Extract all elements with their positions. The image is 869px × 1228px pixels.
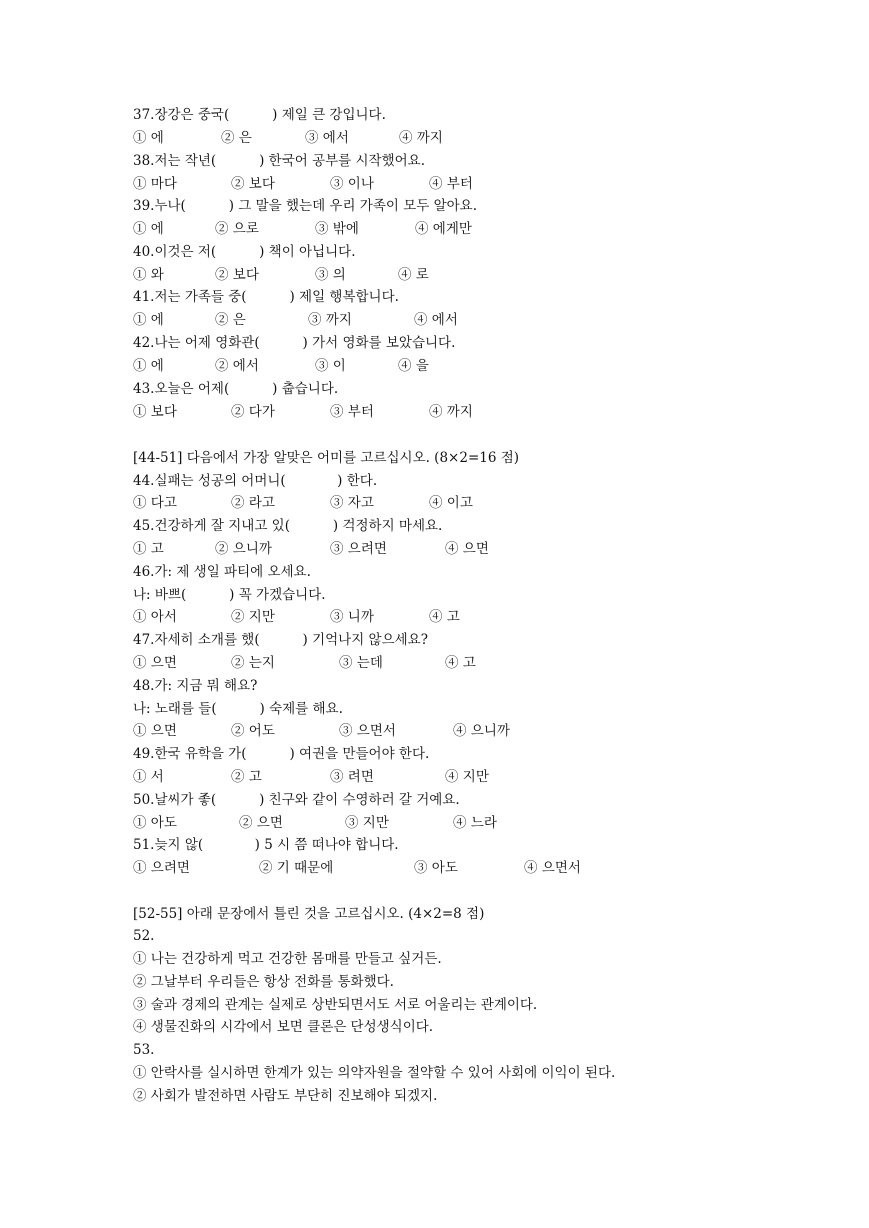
option-4: ④ 부터	[429, 176, 473, 192]
option-2: ② 보다	[215, 267, 259, 283]
option-3: ③ 까지	[308, 312, 352, 328]
option-1: ① 에	[133, 221, 164, 237]
option-3: ③ 이	[315, 358, 346, 374]
option-2: ② 은	[215, 312, 246, 328]
question-52: 52.	[133, 928, 155, 944]
options-51	[133, 859, 833, 877]
option-3: ③ 밖에	[315, 221, 359, 237]
option-1: ① 아서	[133, 609, 177, 625]
option-2: ② 은	[221, 130, 252, 146]
options-48	[133, 722, 833, 740]
question-39: 39.누나( ) 그 말을 했는데 우리 가족이 모두 알아요.	[133, 198, 477, 214]
question-51: 51.늦지 않( ) 5 시 쯤 떠나야 합니다.	[133, 837, 399, 853]
options-47	[133, 654, 833, 672]
option-53-2: ② 사회가 발전하면 사람도 부단히 진보해야 되겠지.	[133, 1088, 438, 1104]
option-4: ④ 고	[445, 655, 476, 671]
option-3: ③ 아도	[414, 860, 458, 876]
question-47: 47.자세히 소개를 했( ) 기억나지 않으세요?	[133, 632, 428, 648]
option-1: ① 에	[133, 358, 164, 374]
question-48: 48.가: 지금 뭐 해요?	[133, 678, 258, 694]
options-38	[133, 175, 833, 193]
question-40: 40.이것은 저( ) 책이 아닙니다.	[133, 244, 356, 260]
option-2: ② 으니까	[215, 541, 272, 557]
options-46	[133, 608, 833, 626]
options-37	[133, 129, 833, 147]
question-37: 37.장강은 중국( ) 제일 큰 강입니다.	[133, 107, 386, 123]
options-42	[133, 357, 833, 375]
option-1: ① 에	[133, 130, 164, 146]
option-1: ① 와	[133, 267, 164, 283]
options-44	[133, 494, 833, 512]
option-1: ① 으면	[133, 655, 177, 671]
option-3: ③ 부터	[330, 404, 374, 420]
option-3: ③ 으면서	[339, 723, 396, 739]
option-4: ④ 느라	[453, 815, 497, 831]
option-2: ② 으면	[239, 815, 283, 831]
question-43: 43.오늘은 어제( ) 춥습니다.	[133, 381, 339, 397]
option-1: ① 보다	[133, 404, 177, 420]
question-49: 49.한국 유학을 가( ) 여권을 만들어야 한다.	[133, 746, 430, 762]
option-2: ② 보다	[231, 176, 275, 192]
option-3: ③ 려면	[330, 769, 374, 785]
option-53-1: ① 안락사를 실시하면 한계가 있는 의약자원을 절약할 수 있어 사회에 이익이 된다.	[133, 1065, 616, 1081]
option-3: ③ 지만	[345, 815, 389, 831]
option-1: ① 고	[133, 541, 164, 557]
question-46: 46.가: 제 생일 파티에 오세요.	[133, 564, 311, 580]
option-2: ② 고	[231, 769, 262, 785]
question-45: 45.건강하게 잘 지내고 있( ) 걱정하지 마세요.	[133, 518, 443, 534]
option-3: ③ 니까	[330, 609, 374, 625]
question-41: 41.저는 가족들 중( ) 제일 행복합니다.	[133, 289, 399, 305]
question-44: 44.실패는 성공의 어머니( ) 한다.	[133, 473, 378, 489]
option-3: ③ 는데	[339, 655, 383, 671]
option-1: ① 다고	[133, 495, 177, 511]
option-4: ④ 이고	[429, 495, 473, 511]
question-50: 50.날씨가 좋( ) 친구와 같이 수영하러 갈 거예요.	[133, 792, 460, 808]
option-1: ① 으려면	[133, 860, 190, 876]
option-1: ① 으면	[133, 723, 177, 739]
section-heading-52-55: [52-55] 아래 문장에서 틀린 것을 고르십시오. (4×2=8 점)	[133, 906, 485, 922]
option-1: ① 아도	[133, 815, 177, 831]
option-1: ① 마다	[133, 176, 177, 192]
option-4: ④ 지만	[445, 769, 489, 785]
option-4: ④ 에서	[414, 312, 458, 328]
options-50	[133, 814, 833, 832]
options-43	[133, 403, 833, 421]
options-45	[133, 540, 833, 558]
option-3: ③ 의	[315, 267, 346, 283]
options-39	[133, 220, 833, 238]
options-40	[133, 266, 833, 284]
option-4: ④ 으면서	[524, 860, 581, 876]
question-46-b: 나: 바쁘( ) 꼭 가겠습니다.	[133, 587, 326, 603]
option-2: ② 는지	[231, 655, 275, 671]
option-4: ④ 까지	[429, 404, 473, 420]
option-52-2: ② 그날부터 우리들은 항상 전화를 통화했다.	[133, 974, 394, 990]
option-3: ③ 에서	[305, 130, 349, 146]
option-2: ② 다가	[231, 404, 275, 420]
option-4: ④ 까지	[399, 130, 443, 146]
option-4: ④ 으니까	[453, 723, 510, 739]
option-3: ③ 자고	[330, 495, 374, 511]
option-2: ② 으로	[215, 221, 259, 237]
question-38: 38.저는 작년( ) 한국어 공부를 시작했어요.	[133, 153, 425, 169]
option-4: ④ 을	[398, 358, 429, 374]
option-2: ② 기 때문에	[259, 860, 334, 876]
option-2: ② 어도	[231, 723, 275, 739]
question-53: 53.	[133, 1042, 155, 1058]
option-4: ④ 로	[398, 267, 429, 283]
option-2: ② 라고	[231, 495, 275, 511]
option-52-3: ③ 술과 경제의 관계는 실제로 상반되면서도 서로 어울리는 관계이다.	[133, 997, 538, 1013]
options-41	[133, 311, 833, 329]
question-42: 42.나는 어제 영화관( ) 가서 영화를 보았습니다.	[133, 335, 456, 351]
option-4: ④ 에게만	[415, 221, 472, 237]
option-52-4: ④ 생물진화의 시각에서 보면 클론은 단성생식이다.	[133, 1019, 434, 1035]
option-3: ③ 이나	[330, 176, 374, 192]
question-48-b: 나: 노래를 들( ) 숙제를 해요.	[133, 701, 343, 717]
options-49	[133, 768, 833, 786]
option-4: ④ 고	[429, 609, 460, 625]
option-52-1: ① 나는 건강하게 먹고 건강한 몸매를 만들고 싶거든.	[133, 951, 442, 967]
option-2: ② 지만	[231, 609, 275, 625]
option-4: ④ 으면	[445, 541, 489, 557]
option-2: ② 에서	[215, 358, 259, 374]
option-1: ① 서	[133, 769, 164, 785]
section-heading-44-51: [44-51] 다음에서 가장 알맞은 어미를 고르십시오. (8×2=16 점)	[133, 450, 520, 466]
option-3: ③ 으려면	[330, 541, 387, 557]
option-1: ① 에	[133, 312, 164, 328]
